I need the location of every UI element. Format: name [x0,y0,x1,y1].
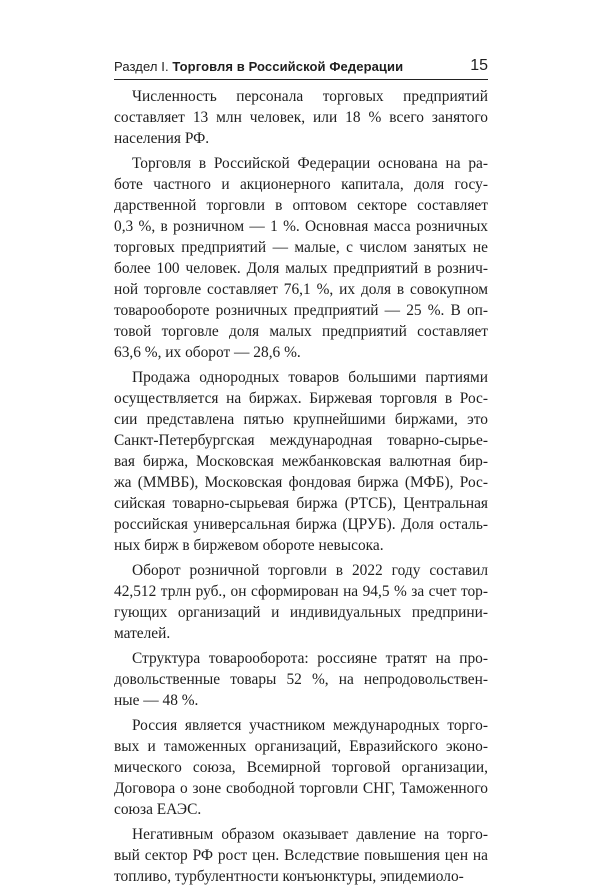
text-line: Договора о зоне свободной торговли СНГ, Таможенного [114,780,488,797]
text-line: союза ЕАЭС. [114,801,202,818]
text-line: Негативным образом оказывает давление на торго- [132,826,488,843]
text-line: гующих организаций и индивидуальных предприни- [114,604,488,621]
text-line: торговых предприятий — малые, с числом занятых не [114,239,488,256]
text-line: ные — 48 %. [114,692,199,709]
body-text [114,86,488,891]
paragraph [114,367,488,556]
text-line: вый сектор РФ рост цен. Вследствие повышения цен на [114,847,488,864]
text-line: товой торговле доля малых предприятий составляет [114,323,488,340]
text-line: товарообороте розничных предприятий — 25 %. В оп- [114,302,488,319]
text-line: жа (ММВБ), Московская фондовая биржа (МФБ), Рос- [114,474,488,491]
section-prefix: Раздел I. [114,59,173,74]
text-line: ных бирж в биржевом обороте невысока. [114,537,384,554]
text-line: 0,3 %, в розничном — 1 %. Основная масса розничных [114,218,488,235]
paragraph [114,824,488,887]
text-line: составляет 13 млн человек, или 18 % всего занятого [114,109,488,126]
paragraph [114,86,488,149]
text-line: российская универсальная биржа (ЦРУБ). Доля осталь- [114,516,488,533]
paragraph [114,153,488,363]
text-line: Численность персонала торговых предприятий [132,88,488,105]
text-line: топливо, турбулентности конъюнктуры, эпидемиоло- [114,868,464,885]
text-line: вых и таможенных организаций, Евразийского эконо- [114,738,488,755]
text-line: Санкт-Петербургская международная товарно-сырье- [114,432,488,449]
text-line: мического союза, Всемирной торговой организации, [114,759,488,776]
header-rule [114,79,488,80]
paragraph [114,648,488,711]
text-line: Россия является участником международных торго- [132,717,488,734]
text-line: дарственной торговли в оптовом секторе составляет [114,197,488,214]
text-line: Оборот розничной торговли в 2022 году составил [132,562,488,579]
text-line: сийская товарно-сырьевая биржа (РТСБ), Центральная [114,495,488,512]
section-header [114,59,403,74]
text-line: вая биржа, Московская межбанковская валютная бир- [114,453,488,470]
running-header [114,58,488,78]
text-line: ной торговле составляет 76,1 %, их доля в совокупном [114,281,488,298]
text-line: довольственные товары 52 %, на непродовольствен- [114,671,488,688]
page-number: 15 [470,57,488,74]
paragraph [114,560,488,644]
paragraph [114,715,488,820]
text-line: осуществляется на биржах. Биржевая торговля в Рос- [114,390,488,407]
text-line: 63,6 %, их оборот — 28,6 %. [114,344,301,361]
text-line: 42,512 трлн руб., он сформирован на 94,5 % за счет тор- [114,583,488,600]
section-title: Торговля в Российской Федерации [172,59,404,74]
text-line: Структура товарооборота: россияне тратят на про- [132,650,488,667]
text-line: более 100 человек. Доля малых предприятий в рознич- [114,260,488,277]
text-line: мателей. [114,625,171,642]
text-line: боте частного и акционерного капитала, доля госу- [114,176,488,193]
text-line: Торговля в Российской Федерации основана на ра- [132,155,488,172]
text-line: сии представлена пятью крупнейшими биржами, это [114,411,488,428]
text-line: Продажа однородных товаров большими партиями [132,369,488,386]
text-line: населения РФ. [114,130,210,147]
